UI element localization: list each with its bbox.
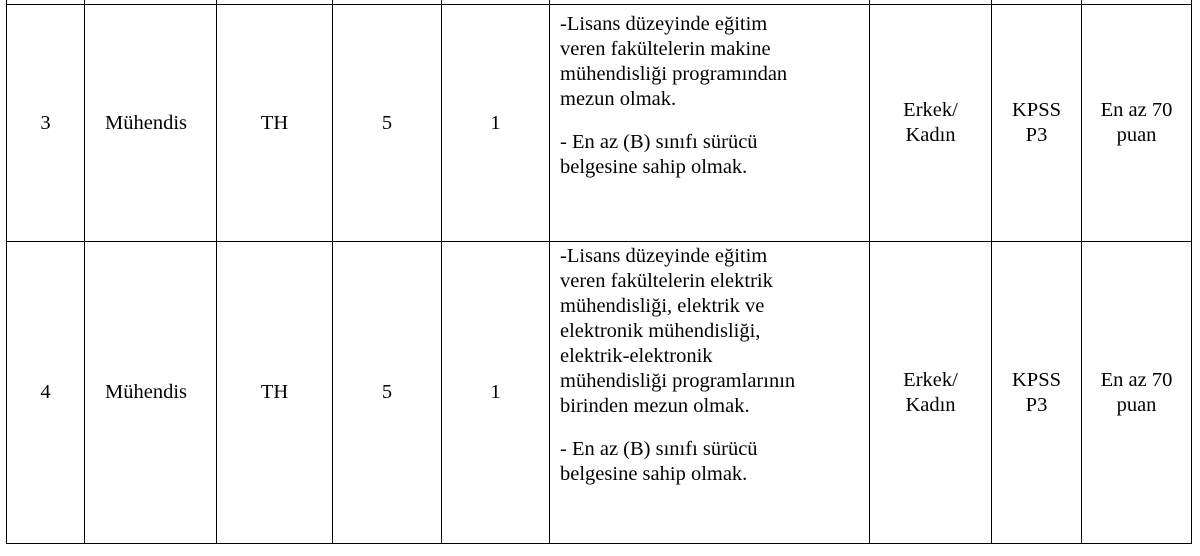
score-line: puan: [1116, 393, 1157, 416]
position-grade: 5: [333, 5, 442, 242]
score-line: puan: [1116, 124, 1157, 146]
exam-line: KPSS: [1011, 368, 1061, 391]
requirement-line: mühendisliği, elektrik ve: [560, 295, 765, 317]
paragraph-gap: [560, 112, 863, 130]
gender-line: Erkek/: [903, 368, 958, 391]
position-grade: 5: [333, 242, 442, 544]
score-cell: [1082, 242, 1192, 544]
requirement-line: birinden mezun olmak.: [560, 395, 750, 417]
position-code: TH: [217, 5, 333, 242]
exam-cell: [992, 5, 1082, 242]
requirement-line: - En az (B) sınıfı sürücü: [560, 438, 758, 460]
gender-line: Kadın: [905, 393, 956, 416]
requirement-line: veren fakültelerin makine: [560, 38, 771, 60]
paragraph-gap: [560, 419, 863, 437]
gender-cell: [870, 242, 992, 544]
position-count: 1: [442, 242, 550, 544]
score-line: En az 70: [1100, 99, 1173, 121]
position-title: Mühendis: [85, 5, 217, 242]
gender-line: Erkek/: [903, 99, 958, 121]
requirement-line: mühendisliği programlarının: [560, 370, 796, 392]
requirement-line: - En az (B) sınıfı sürücü: [560, 131, 758, 153]
score-line: En az 70: [1100, 368, 1173, 391]
requirement-line: elektrik-elektronik: [560, 345, 713, 367]
exam-line: KPSS: [1011, 99, 1061, 121]
requirement-line: mühendisliği programından: [560, 63, 788, 85]
table-row: [7, 242, 1192, 544]
gender-cell: [870, 5, 992, 242]
requirement-line: elektronik mühendisliği,: [560, 320, 761, 342]
requirement-line: -Lisans düzeyinde eğitim: [560, 245, 768, 267]
row-number: 4: [7, 242, 85, 544]
requirement-line: -Lisans düzeyinde eğitim: [560, 13, 768, 35]
requirement-line: belgesine sahip olmak.: [560, 156, 748, 178]
gender-line: Kadın: [905, 124, 956, 146]
requirement-line: veren fakültelerin elektrik: [560, 270, 773, 292]
position-code: TH: [217, 242, 333, 544]
exam-line: P3: [1025, 393, 1048, 416]
position-count: 1: [442, 5, 550, 242]
position-table: [6, 0, 1192, 544]
score-cell: [1082, 5, 1192, 242]
requirements-cell: [550, 242, 870, 544]
exam-line: P3: [1025, 124, 1048, 146]
requirements-cell: [550, 5, 870, 242]
requirement-line: belgesine sahip olmak.: [560, 463, 748, 485]
exam-cell: [992, 242, 1082, 544]
requirement-line: mezun olmak.: [560, 88, 677, 110]
table-row: [7, 5, 1192, 242]
position-title: Mühendis: [85, 242, 217, 544]
row-number: 3: [7, 5, 85, 242]
